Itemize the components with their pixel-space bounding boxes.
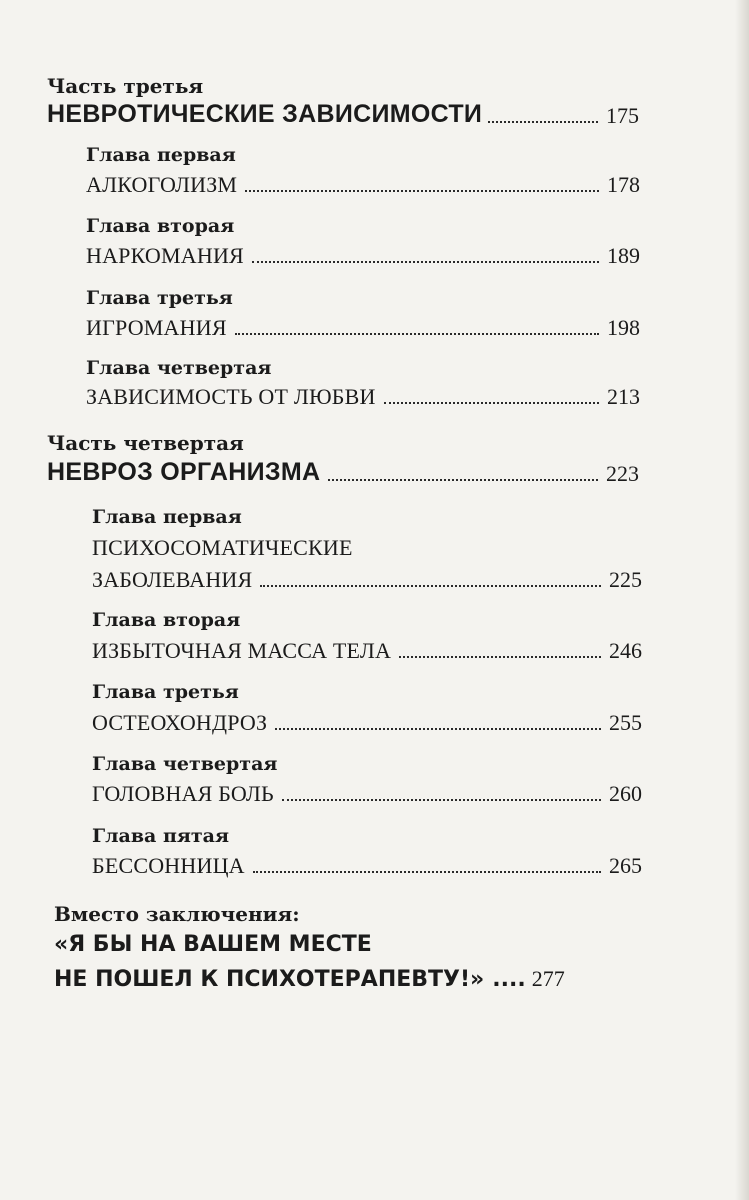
- chapter-label: Глава пятая: [92, 825, 230, 847]
- dot-leader: [399, 655, 601, 658]
- chapter-page: 178: [607, 172, 640, 197]
- chapter-page: 260: [609, 781, 642, 806]
- chapter-page: 198: [607, 315, 640, 340]
- chapter-title: ГОЛОВНАЯ БОЛЬ: [92, 781, 274, 806]
- chapter-label: Глава четвертая: [86, 357, 272, 379]
- conclusion-row: [54, 966, 650, 992]
- chapter-title: БЕССОННИЦА: [92, 853, 245, 878]
- chapter-label: Глава третья: [86, 287, 233, 309]
- chapter-row: [86, 315, 640, 341]
- part3-title-row: [47, 100, 639, 129]
- dot-leader: [245, 189, 599, 192]
- chapter-title: НАРКОМАНИЯ: [86, 243, 244, 268]
- part3-label: Часть третья: [47, 74, 204, 98]
- chapter-title: ИГРОМАНИЯ: [86, 315, 227, 340]
- chapter-row: [86, 172, 640, 198]
- chapter-row: [92, 567, 642, 593]
- chapter-title: ЗАБОЛЕВАНИЯ: [92, 567, 253, 592]
- chapter-label: Глава первая: [92, 506, 242, 528]
- dot-leader: [488, 120, 598, 123]
- chapter-row: [92, 710, 642, 736]
- chapter-title: ЗАВИСИМОСТЬ ОТ ЛЮБВИ: [86, 384, 376, 409]
- chapter-label: Глава вторая: [92, 609, 241, 631]
- part4-page: 223: [606, 461, 639, 486]
- conclusion-title-line2: НЕ ПОШЕЛ К ПСИХОТЕРАПЕВТУ!»: [54, 967, 485, 992]
- chapter-title-line1: ПСИХОСОМАТИЧЕСКИЕ: [92, 535, 353, 560]
- chapter-row: [86, 384, 640, 410]
- chapter-title: ИЗБЫТОЧНАЯ МАССА ТЕЛА: [92, 638, 392, 663]
- part3-title: НЕВРОТИЧЕСКИЕ ЗАВИСИМОСТИ: [47, 100, 483, 128]
- conclusion-page: 277: [531, 966, 565, 991]
- part4-title-row: [47, 458, 639, 487]
- page-edge-shadow: [735, 0, 749, 1200]
- chapter-title: ОСТЕОХОНДРОЗ: [92, 710, 268, 735]
- chapter-page: 246: [609, 638, 642, 663]
- chapter-label: Глава четвертая: [92, 753, 278, 775]
- chapter-page: 189: [607, 243, 640, 268]
- conclusion-label: Вместо заключения:: [54, 902, 300, 926]
- dot-leader: [253, 870, 601, 873]
- chapter-row: [92, 781, 642, 807]
- dot-leader: [275, 727, 601, 730]
- dot-leader: [252, 260, 599, 263]
- dot-leader: [328, 478, 598, 481]
- dot-leader: [282, 798, 601, 801]
- dot-leader: ....: [492, 967, 526, 992]
- chapter-label: Глава третья: [92, 681, 239, 703]
- chapter-page: 255: [609, 710, 642, 735]
- chapter-row: [86, 243, 640, 269]
- chapter-label: Глава первая: [86, 144, 236, 166]
- part4-label: Часть четвертая: [47, 431, 244, 455]
- conclusion-title-line1: «Я БЫ НА ВАШЕМ МЕСТЕ: [54, 932, 372, 957]
- chapter-label: Глава вторая: [86, 215, 235, 237]
- chapter-title: АЛКОГОЛИЗМ: [86, 172, 238, 197]
- chapter-page: 265: [609, 853, 642, 878]
- part4-title: НЕВРОЗ ОРГАНИЗМА: [47, 458, 321, 486]
- dot-leader: [235, 332, 599, 335]
- chapter-page: 225: [609, 567, 642, 592]
- chapter-row: [92, 638, 642, 664]
- part3-page: 175: [606, 103, 639, 128]
- chapter-page: 213: [607, 384, 640, 409]
- chapter-row: [92, 853, 642, 879]
- dot-leader: [260, 584, 601, 587]
- dot-leader: [384, 401, 599, 404]
